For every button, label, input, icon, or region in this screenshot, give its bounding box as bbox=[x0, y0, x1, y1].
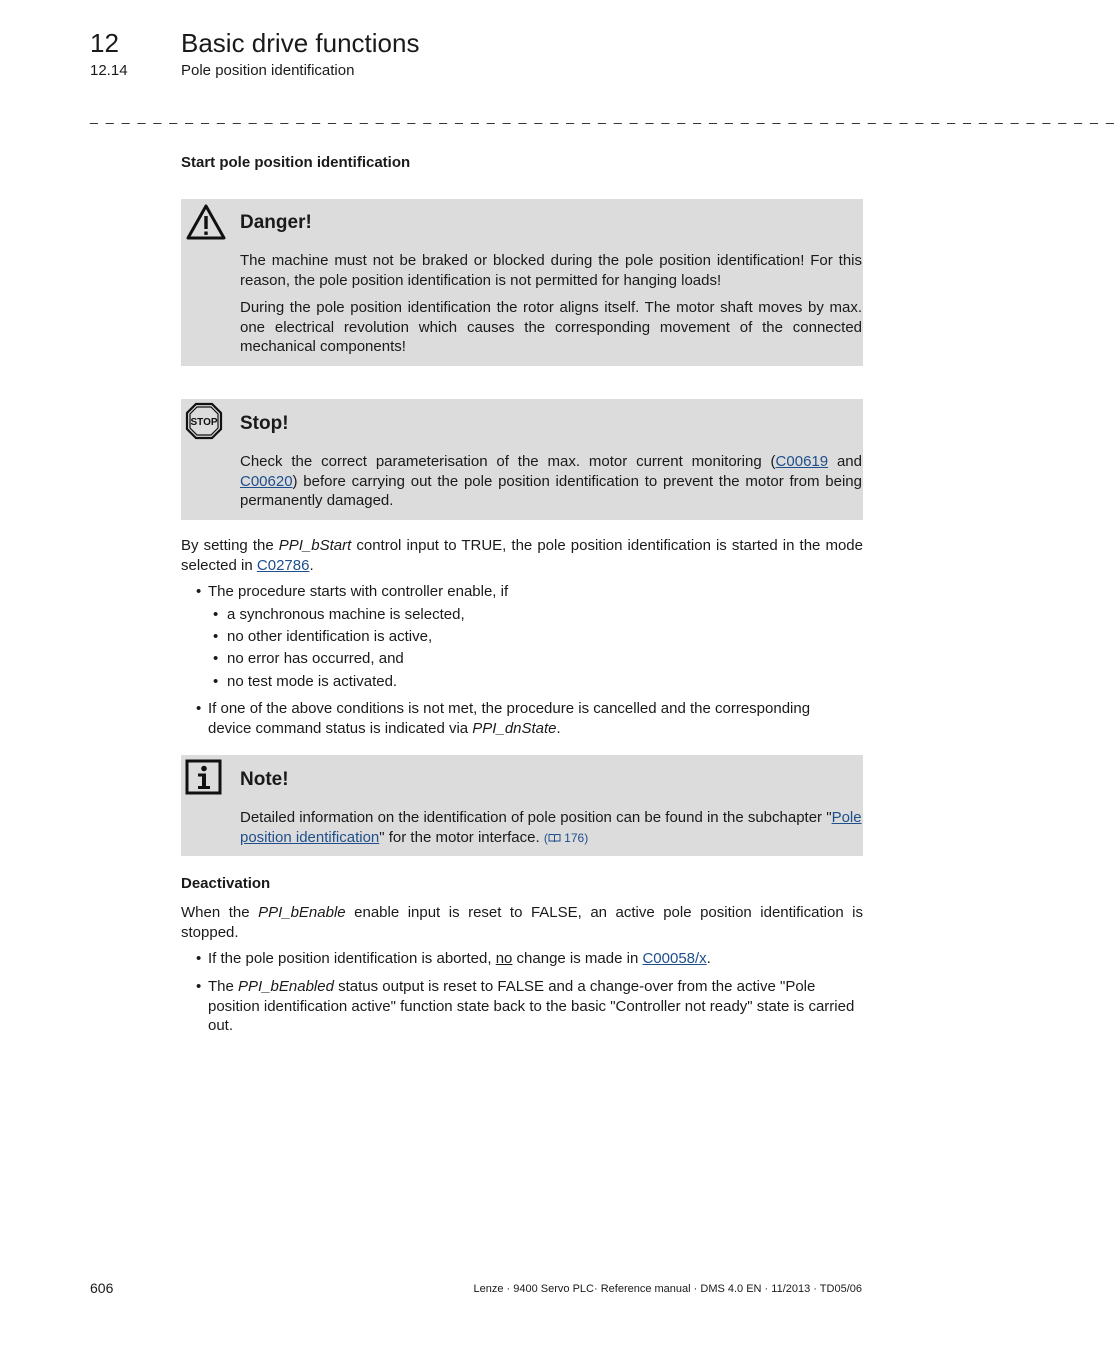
header-divider: _ _ _ _ _ _ _ _ _ _ _ _ _ _ _ _ _ _ _ _ _ _ _ _ _ _ _ _ _ _ _ _ _ _ _ _ _ _ _ _ _ _ _ _ _ _ _ _ _ _ _ _ _ _ _ _ _ _ _ _ _ _ _ _ _ bbox=[90, 108, 1116, 124]
stop-paragraph bbox=[240, 452, 862, 511]
danger-paragraph-2: During the pole position identification the rotor aligns itself. The motor shaft moves by max. one electrical revolution which causes the corresponding movement of the connected mechanical components! bbox=[240, 299, 862, 355]
list-item-text: The PPI_bEnabled status output is reset to FALSE and a change-over from the active "Pole position identification active" function state back to the basic "Controller not ready" state is carried out. bbox=[208, 978, 855, 1034]
intro-text-a: By setting the bbox=[181, 537, 279, 554]
page-number: 606 bbox=[90, 1280, 114, 1296]
chapter-number: 12 bbox=[90, 28, 119, 58]
stop-sign-icon bbox=[185, 402, 223, 445]
link-pole-position-identification[interactable]: Pole position identification bbox=[240, 809, 862, 846]
deactivation-paragraph: When the PPI_bEnable enable input is reset to FALSE, an active pole position identification is stopped. bbox=[181, 904, 864, 941]
section-number: 12.14 bbox=[90, 62, 128, 79]
book-icon bbox=[548, 833, 561, 843]
document-info: Lenze · 9400 Servo PLC· Reference manual · DMS 4.0 EN · 11/2013 · TD05/06 bbox=[473, 1283, 862, 1295]
deactivation-heading: Deactivation bbox=[181, 875, 271, 892]
link-c00619[interactable]: C00619 bbox=[775, 453, 829, 470]
ppi-dnstate-variable: PPI_dnState bbox=[472, 719, 557, 737]
note-title: Note! bbox=[240, 769, 289, 790]
stop-box bbox=[181, 399, 863, 520]
underlined-no: no bbox=[495, 950, 513, 967]
stop-title: Stop! bbox=[240, 413, 289, 434]
list-item-text: If one of the above conditions is not met, the procedure is cancelled and the corresponding device command status is indicated via PPI_dnState. bbox=[208, 700, 811, 737]
intro-variable: PPI_bStart bbox=[278, 537, 352, 554]
danger-box bbox=[181, 199, 863, 366]
sub-list-item-text: no other identification is active, bbox=[227, 628, 433, 645]
note-box bbox=[181, 755, 863, 856]
ppi-benabled-variable: PPI_bEnabled bbox=[238, 978, 334, 995]
intro-text-c: . bbox=[309, 556, 314, 574]
intro-paragraph bbox=[181, 536, 863, 575]
sub-list-item-text: no test mode is activated. bbox=[227, 673, 398, 690]
stop-text-b: and bbox=[828, 453, 862, 470]
sub-list-item-text: a synchronous machine is selected, bbox=[227, 606, 465, 623]
stop-text-c: ) before carrying out the pole position identification to prevent the motor from being permanently damaged. bbox=[240, 472, 862, 509]
danger-title: Danger! bbox=[240, 212, 312, 233]
ppi-benable-variable: PPI_bEnable bbox=[258, 904, 346, 921]
note-text-b: " for the motor interface. bbox=[379, 828, 544, 846]
start-heading: Start pole position identification bbox=[181, 154, 411, 171]
stop-icon-text: STOP bbox=[190, 417, 218, 428]
note-paragraph bbox=[240, 808, 862, 848]
intro-text-b: control input to TRUE, the pole position identification is started in the mode selected in bbox=[181, 537, 863, 574]
page-reference[interactable]: ( 176) bbox=[543, 830, 589, 845]
link-c00058[interactable]: C00058/x bbox=[642, 950, 707, 967]
stop-text-a: Check the correct parameterisation of the max. motor current monitoring ( bbox=[240, 453, 776, 470]
note-text-a: Detailed information on the identification of pole position can be found in the subchapter " bbox=[240, 809, 832, 826]
info-icon bbox=[185, 758, 223, 801]
chapter-title: Basic drive functions bbox=[181, 28, 420, 58]
link-c02786[interactable]: C02786 bbox=[256, 556, 310, 574]
list-item-text: If the pole position identification is aborted, no change is made in C00058/x. bbox=[208, 950, 711, 967]
warning-triangle-icon bbox=[185, 203, 227, 246]
section-title: Pole position identification bbox=[181, 62, 355, 79]
danger-paragraph-1: The machine must not be braked or blocked during the pole position identification! For this reason, the pole position identification is not permitted for hanging loads! bbox=[240, 252, 862, 289]
sub-list-item-text: no error has occurred, and bbox=[227, 650, 404, 667]
list-item-text: The procedure starts with controller enable, if bbox=[208, 583, 509, 600]
link-c00620[interactable]: C00620 bbox=[240, 472, 293, 490]
